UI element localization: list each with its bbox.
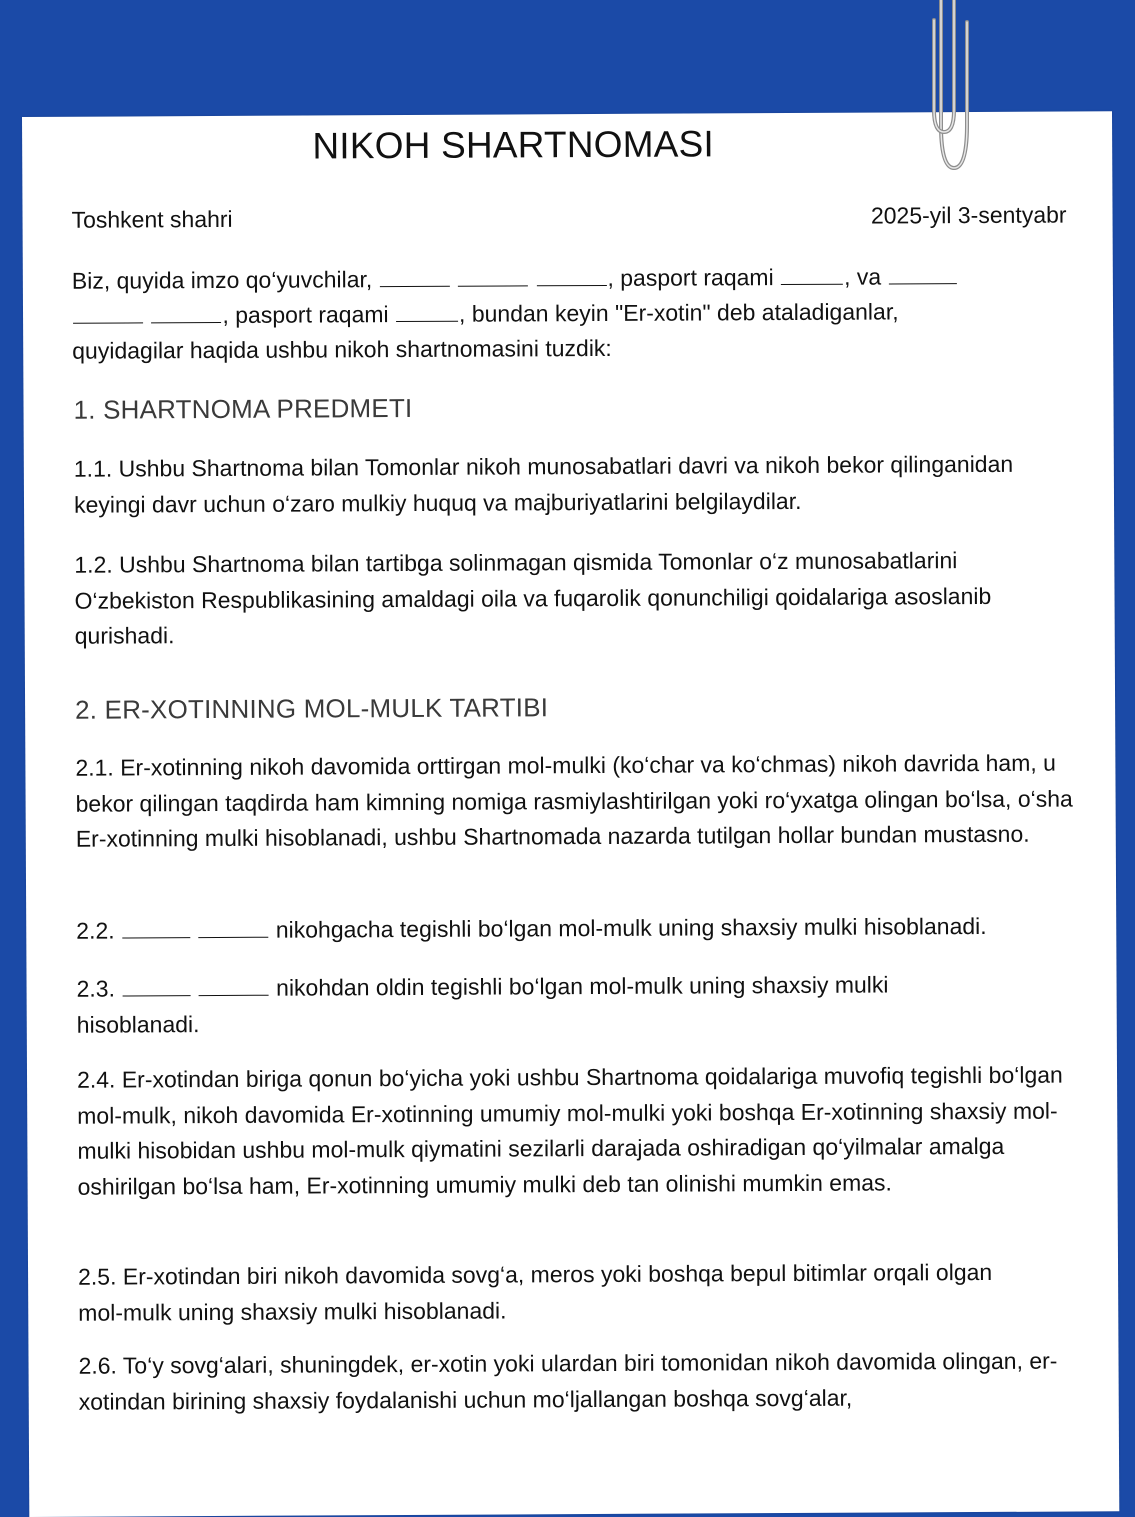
blank-field[interactable] (122, 975, 190, 996)
blank-field[interactable] (122, 917, 190, 938)
blank-field[interactable] (73, 302, 143, 323)
blank-field[interactable] (199, 975, 269, 996)
blank-field[interactable] (380, 266, 450, 287)
blank-field[interactable] (396, 301, 458, 322)
document-page (22, 111, 1119, 1517)
section-heading: 1. SHARTNOMA PREDMETI (73, 392, 413, 425)
city-label: Toshkent shahri (71, 205, 233, 233)
clause-1-1: 1.1. Ushbu Shartnoma bilan Tomonlar nikoh munosabatlari davri va nikoh bekor qilinganidan keyingi davr uchun o‘zaro mulkiy huquq va majburiyatlarini belgilaydilar. (73, 450, 1014, 518)
blank-field[interactable] (781, 264, 843, 285)
document-header-row (71, 202, 1066, 234)
clause-2-2: 2.2. nikohgacha tegishli bo‘lgan mol-mulk uning shaxsiy mulki hisoblanadi. (76, 912, 987, 944)
blank-field[interactable] (536, 265, 606, 286)
blank-field[interactable] (151, 302, 221, 323)
paperclip-icon (928, 0, 978, 175)
date-label: 2025-yil 3-sentyabr (870, 201, 1067, 229)
clause-2-5: 2.5. Er-xotindan biri nikoh davomida sovg‘a, meros yoki boshqa bepul bitimlar orqali olgan mol-mulk uning shaxsiy mulki hisoblanadi. (78, 1258, 993, 1326)
blank-field[interactable] (888, 263, 956, 284)
intro-paragraph: Biz, quyida imzo qo‘yuvchilar, , pasport raqami , va , pasport raqami , bundan keyin "Er-xotin" deb ataladiganlar, quyidagilar haqida ushbu nikoh shartnomasini tuzdik: (72, 259, 1053, 369)
clause-2-6: 2.6. To‘y sovg‘alari, shuningdek, er-xotin yoki ulardan biri tomonidan nikoh davomida olingan, er-xotindan birining shaxsiy foydalanishi uchun mo‘ljallangan boshqa sovg‘alar, (78, 1347, 1058, 1415)
clause-2-4: 2.4. Er-xotindan biriga qonun bo‘yicha yoki ushbu Shartnoma qoidalariga muvofiq tegishli bo‘lgan mol-mulk, nikoh davomida Er-xotinning umumiy mol-mulki yoki boshqa Er-xotinning shaxsiy mol-mulki hisobidan ushbu mol-mulk qiymatini sezilarli darajada oshiradigan qo‘yilmalar amalga oshirilgan bo‘lsa ham, Er-xotinning umumiy mulki deb tan olinishi mumkin emas. (76, 1061, 1063, 1200)
clause-2-1: 2.1. Er-xotinning nikoh davomida orttirgan mol-mulki (ko‘char va ko‘chmas) nikoh davrida ham, u bekor qilingan taqdirda ham kimning nomiga rasmiylashtirilgan yoki ro‘yxatga olingan bo‘lsa, o‘sha Er-xotinning mulki hisoblanadi, ushbu Shartnomada nazarda tutilgan hollar bundan mustasno. (75, 749, 1073, 852)
blank-field[interactable] (198, 917, 268, 938)
clause-2-3: 2.3. nikohdan oldin tegishli bo‘lgan mol-mulk uning shaxsiy mulki hisoblanadi. (76, 971, 889, 1038)
document-body (71, 112, 1073, 1415)
clause-1-2: 1.2. Ushbu Shartnoma bilan tartibga solinmagan qismida Tomonlar o‘z munosabatlarini O‘zbekiston Respublikasining amaldagi oila va fuqarolik qonunchiligi qoidalariga asoslanib qurishadi. (74, 547, 992, 649)
blank-field[interactable] (458, 265, 528, 286)
document-title: NIKOH SHARTNOMASI (312, 123, 715, 167)
section-heading: 2. ER-XOTINNING MOL-MULK TARTIBI (75, 692, 549, 725)
